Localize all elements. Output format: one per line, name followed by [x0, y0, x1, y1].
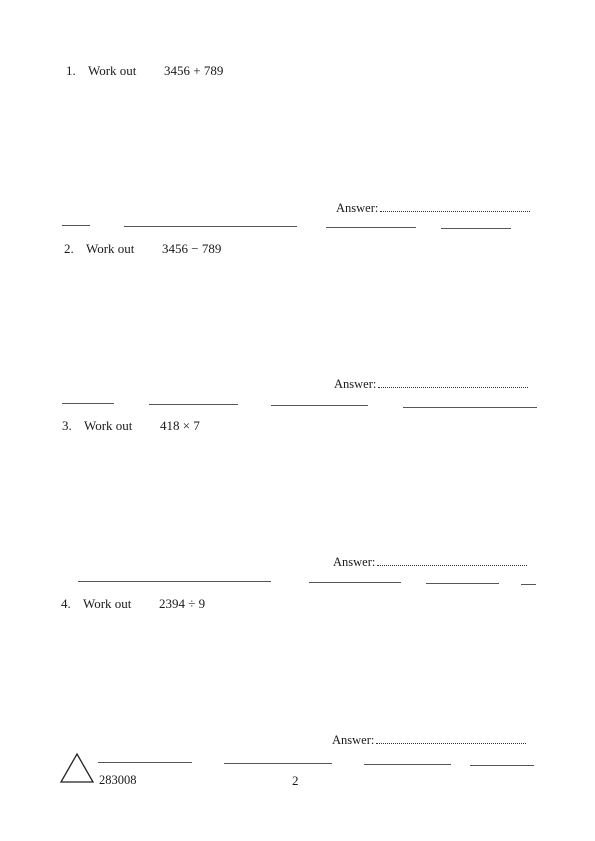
separator-rule: [62, 225, 90, 226]
answer-dotted-line[interactable]: [376, 733, 526, 744]
question-number: 1.: [66, 63, 76, 78]
answer-dotted-line[interactable]: [377, 555, 527, 566]
question-instruction: Work out: [83, 596, 132, 611]
question-expression: 418 × 7: [160, 418, 200, 433]
triangle-icon: [59, 752, 95, 784]
answer-label: Answer:: [332, 733, 375, 747]
question-number: 3.: [62, 418, 72, 433]
separator-rule: [470, 765, 534, 766]
paper-code: 283008: [99, 773, 137, 787]
answer-dotted-line[interactable]: [378, 377, 528, 388]
question-expression: 3456 + 789: [164, 63, 224, 78]
question-number: 2.: [64, 241, 74, 256]
separator-rule: [78, 581, 271, 582]
separator-rule: [426, 583, 499, 584]
separator-rule: [326, 227, 416, 228]
answer-label: Answer:: [334, 377, 377, 391]
separator-rule: [271, 405, 368, 406]
separator-rule: [309, 582, 401, 583]
question-instruction: Work out: [88, 63, 137, 78]
answer-line-2[interactable]: [334, 377, 528, 392]
answer-line-4[interactable]: [332, 733, 526, 748]
question-2: [64, 241, 221, 257]
question-expression: 2394 ÷ 9: [159, 596, 206, 611]
separator-rule: [364, 764, 451, 765]
answer-line-1[interactable]: [336, 201, 530, 216]
separator-rule: [224, 763, 332, 764]
question-3: [62, 418, 200, 434]
separator-rule: [521, 584, 536, 585]
question-1: [66, 63, 223, 79]
question-instruction: Work out: [84, 418, 133, 433]
answer-label: Answer:: [336, 201, 379, 215]
question-number: 4.: [61, 596, 71, 611]
answer-line-3[interactable]: [333, 555, 527, 570]
separator-rule: [149, 404, 238, 405]
answer-dotted-line[interactable]: [380, 201, 530, 212]
separator-rule: [441, 228, 511, 229]
answer-label: Answer:: [333, 555, 376, 569]
question-4: [61, 596, 205, 612]
separator-rule: [124, 226, 297, 227]
separator-rule: [403, 407, 537, 408]
question-instruction: Work out: [86, 241, 135, 256]
separator-rule: [98, 762, 192, 763]
separator-rule: [62, 403, 114, 404]
page-number: 2: [292, 773, 299, 788]
question-expression: 3456 − 789: [162, 241, 222, 256]
